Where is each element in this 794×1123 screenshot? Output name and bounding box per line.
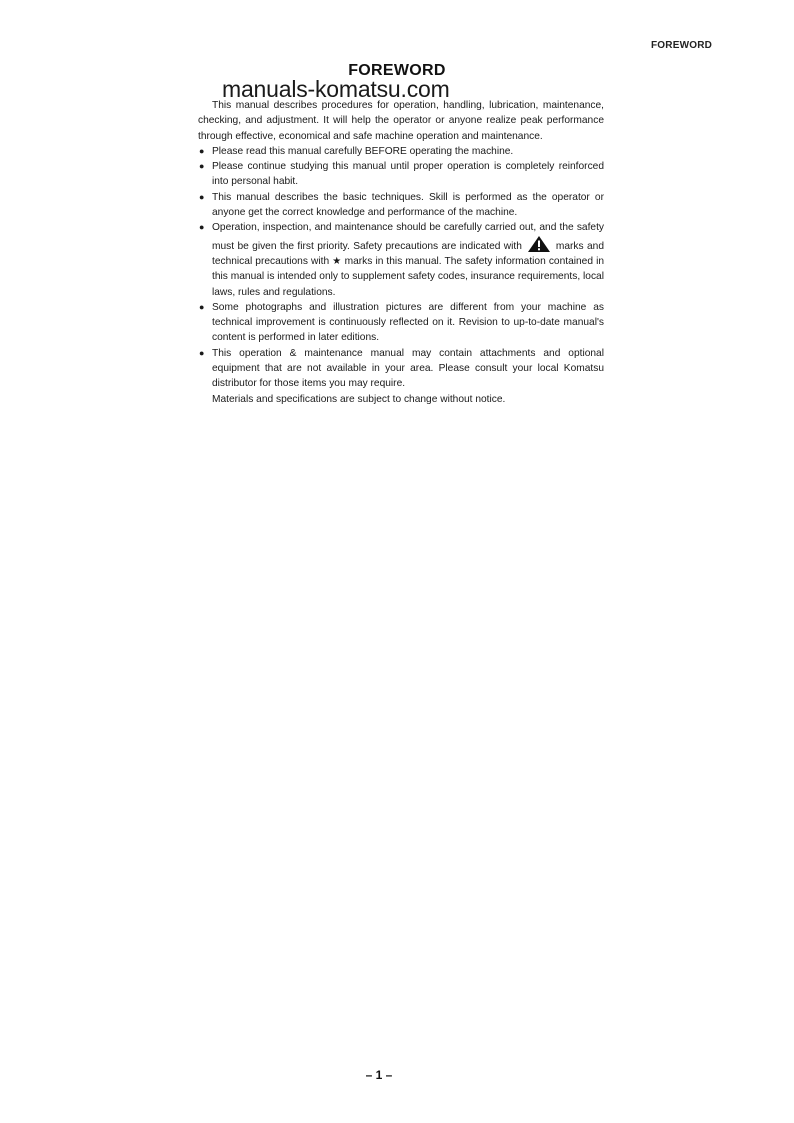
list-item-text-after: marks and technical precautions with ★ marks in this manual. The safety information contained in this manual is intended only to supplement safety codes, insurance requirements, local laws, rules and regulations. (212, 240, 604, 298)
list-item (198, 159, 604, 190)
list-item (198, 300, 604, 346)
list-item-text: Please continue studying this manual until proper operation is completely reinforced into personal habit. (212, 161, 604, 188)
list-item (198, 346, 604, 392)
running-header: FOREWORD (651, 40, 713, 51)
bullet-list (198, 144, 604, 392)
intro-paragraph: This manual describes procedures for operation, handling, lubrication, maintenance, checking, and adjustment. It will help the operator or anyone realize peak performance through effective, economical and safe machine operation and maintenance. (198, 100, 604, 142)
foreword-body (198, 98, 604, 407)
bullet-dot-icon: ● (199, 222, 205, 233)
bullet-dot-icon: ● (199, 301, 205, 312)
list-item-text-before: Operation, inspection, and maintenance should be carefully carried out, and the safety must be given the first priority. Safety precautions are indicated with (212, 222, 604, 252)
list-item (198, 220, 604, 299)
closing-note: Materials and specifications are subject to change without notice. (212, 393, 506, 405)
list-item-text: Please read this manual carefully BEFORE operating the machine. (212, 145, 514, 157)
watermark: manuals-komatsu.com (222, 76, 450, 102)
page-title: FOREWORD (348, 62, 446, 79)
bullet-dot-icon: ● (199, 191, 205, 202)
list-item-text: This manual describes the basic techniques. Skill is performed as the operator or anyone get the correct knowledge and performance of the machine. (212, 191, 604, 219)
list-item-text: Some photographs and illustration pictures are different from your machine as technical improvement is continuously reflected on it. Revision to up-to-date manual's content is performed in later editions. (212, 301, 604, 344)
bullet-dot-icon: ● (199, 161, 205, 172)
list-item-text: This operation & maintenance manual may contain attachments and optional equipment that are not available in your area. Please consult your local Komatsu distributor for those items you may require. (212, 347, 604, 390)
bullet-dot-icon: ● (199, 145, 205, 156)
page-number: – 1 – (365, 1068, 393, 1082)
list-item (198, 144, 604, 159)
list-item (198, 190, 604, 221)
warning-triangle-icon (528, 236, 550, 252)
bullet-dot-icon: ● (199, 347, 205, 358)
